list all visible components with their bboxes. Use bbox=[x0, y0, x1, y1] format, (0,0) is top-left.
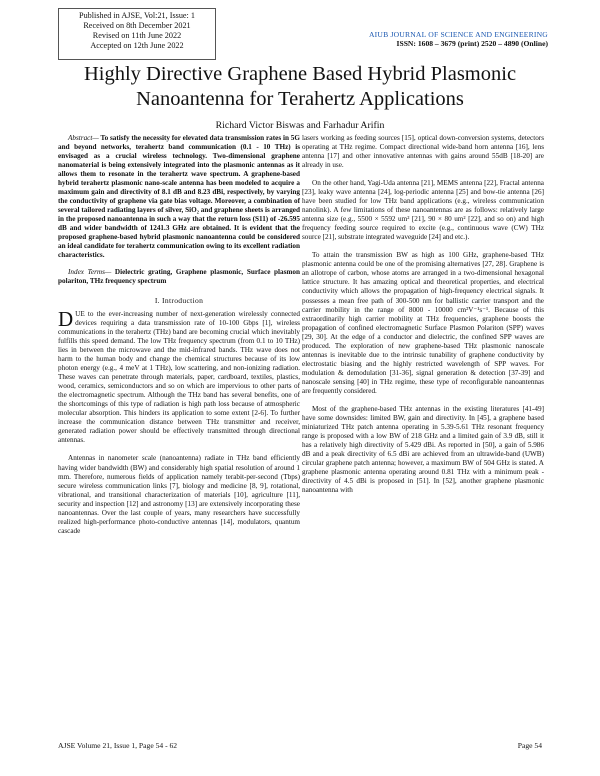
paragraph-literature: Most of the graphene-based THz antennas in the existing literatures [41-49] have some downsides: limited BW, gain and directivity. In [45], a graphene based miniaturized THz patch antenna operating in 5.39-5.61 THz resonant frequency range is proposed with a low BW of 218 GHz and a limited gain of 3.9 dB, still it has a relatively high directivity of 5.429 dBi. As reported in [50], a gain of 5.986 dB and a peak directivity of 6.5 dBi are achieved from an ultrawide-band (UWB) circular graphene patch antenna; however, a maximum BW of 504 GHz is stated. A graphene plasmonic antenna operating around 0.81 THz with a minimum peak -directivity of 4.5 dBi is proposed in [51]. In [52], another graphene plasmonic nanoantenna with bbox=[302, 404, 544, 495]
publication-info-box bbox=[58, 8, 216, 60]
paragraph-continued: lasers working as feeding sources [15], optical down-conversion systems, detectors operating at THz regime. Compact directional wide-band horn antenna [16], lens antenna [17] and other innovative antennas with gains around 55dB [18-20] are already in use. bbox=[302, 134, 544, 170]
left-column bbox=[58, 134, 300, 536]
footer-citation: AJSE Volume 21, Issue 1, Page 54 - 62 bbox=[58, 741, 178, 750]
intro-paragraph bbox=[58, 307, 300, 445]
journal-header bbox=[369, 30, 548, 49]
footer-page-number: Page 54 bbox=[517, 741, 542, 750]
abstract-text: To satisfy the necessity for elevated data transmission rates in 5G and beyond networks, terahertz band communication (0.1 - 10 THz) is envisaged as a crucial wireless technology. Two-dimensional graphene nanomaterial is being extensively integrated into the plasmonic antennas as it allows them to resonate in the terahertz wave spectrum. A graphene-based hybrid terahertz plasmonic nano-scale antenna has been modeled to acquire a maximum gain and directivity of 8.1 dB and 8.23 dBi, respectively, by varying the conductivity of graphene via gate bias voltage. Moreover, a combination of several tailored radiating layers of silver, SiO₂ and graphene sheets is arranged in the proposed nanoantenna in such a way that the return loss (S11) of -26.595 dB and wider bandwidth of 1241.3 GHz are obtained. It is evident that the proposed graphene-based hybrid plasmonic nanoantenna could be considered an ideal candidate for terahertz communication owing to its excellent radiation characteristics. bbox=[58, 134, 300, 260]
paper-authors: Richard Victor Biswas and Farhadur Arifin bbox=[215, 120, 385, 131]
accepted-line: Accepted on 12th June 2022 bbox=[90, 40, 184, 50]
paper-title: Highly Directive Graphene Based Hybrid Plasmonic Nanoantenna for Terahertz Applications bbox=[83, 63, 517, 110]
journal-issn: ISSN: 1608 – 3679 (print) 2520 – 4890 (Online) bbox=[396, 39, 548, 49]
paragraph-other-antennas: On the other hand, Yagi-Uda antenna [21], MEMS antenna [22], Fractal antenna [23], leaky wave antenna [24], log-periodic antenna [25] and bow-tie antenna [26] have been studied for low THz band applications (e.g., wireless communication nanolink). A few limitations of these nanoantennas are as follows: relatively large antenna size (e.g., 5500 × 5592 um² [21], 90 × 80 um² [22], and so on) and high frequency feeding source required to excite (e.g., continuous wave (CW) THz source [21], substrate integrated waveguide [24] and etc.). bbox=[302, 179, 544, 242]
revised-line: Revised on 11th June 2022 bbox=[92, 30, 182, 40]
drop-cap: D bbox=[58, 307, 74, 332]
paragraph-antennas: Antennas in nanometer scale (nanoantenna) radiate in THz band efficiently having wider bandwidth (BW) and considerably high spatial resolution of around 1 mm. Therefore, numerous fields of application namely terabit-per-second (Tbps) secure wireless communication links [7], biology and medicine [8, 9], rotational, vibrational, and transitional characterization of materials [10], agriculture [11], security and inspection [12] and astronomy [13] are extensively incorporating these nanoantennas. Over the last couple of years, many researchers have successfully realized high-performance photo-conductive antennas [14], modulators, quantum cascade bbox=[58, 454, 300, 535]
section-heading: I. Introduction bbox=[154, 295, 204, 305]
journal-name: AIUB JOURNAL OF SCIENCE AND ENGINEERING bbox=[368, 30, 548, 39]
intro-paragraph-text: UE to the ever-increasing number of next-generation wirelessly connected devices requiring a data transmission rate of 10-100 Gbps [1], wireless communications in the terahertz (THz) band are becoming crucial which inevitably fulfills this speed demand. The low THz frequency spectrum (from 0.1 to 10 THz) lies in between the microwave and the mid-infrared bands. THz wave does not harm to the human body and change the chemical structures because of its low photon energy (e.g., 4 meV at 1 THz), low scattering, and non-ionizing radiation. These waves can penetrate through materials, paper, cardboard, textiles, plastics, wood, ceramics, semiconductors and so on which are impervious to other parts of the electromagnetic spectrum. Although the THz band has several benefits, one of the shortcomings of this type of radiation is high path loss because of atmospheric molecular absorption. This hinders its application to some extent [2-6]. To further increase the communication distance between THz transmitter and receiver, generated radiation power should be effectively transmitted through directional antennas. bbox=[58, 310, 300, 445]
index-terms-text: Dielectric grating, Graphene plasmonic, Surface plasmon polariton, THz frequency spectrum bbox=[58, 268, 300, 286]
abstract bbox=[58, 134, 300, 260]
published-line: Published in AJSE, Vol:21, Issue: 1 bbox=[79, 11, 195, 20]
paragraph-graphene: To attain the transmission BW as high as 100 GHz, graphene-based THz plasmonic antenna could be one of the promising alternatives [27, 28]. Graphene is an allotrope of carbon, whose atoms are arranged in a two-dimensional hexagonal lattice structure. It has amazing optical and theoretical properties, and electrical conductivity which allows the propagation of high-frequency electrical signals. It possesses a mean free path of 300-500 nm for ballistic carrier transport and the carrier mobility in the range of 8000 - 10000 cm²V⁻¹s⁻¹. Because of this extraordinarily high carrier mobility at THz frequencies, graphene boosts the propagation of confined electromagnetic Surface Plasmon Polariton (SPP) waves [29, 30]. At the edge of a conductor and dielectric, the confined SPP waves are produced. The exploration of new graphene-based THz plasmonic nanoscale antennas is inevitable due to the intrinsic tunability of graphene conductivity by electrostatic biasing and the highly restricted wavelength of SPP waves. For modulation & demodulation [31-36], signal generation & detection [37-39] and nanoscale sensing [40] in THz regime, these type of reconfigurable nanoantennas are frequently considered. bbox=[302, 251, 544, 395]
index-terms bbox=[58, 268, 300, 286]
right-column bbox=[302, 134, 544, 495]
abstract-lead: Abstract— bbox=[68, 134, 99, 142]
received-line: Received on 8th December 2021 bbox=[83, 20, 191, 30]
index-terms-lead: Index Terms— bbox=[68, 268, 112, 277]
